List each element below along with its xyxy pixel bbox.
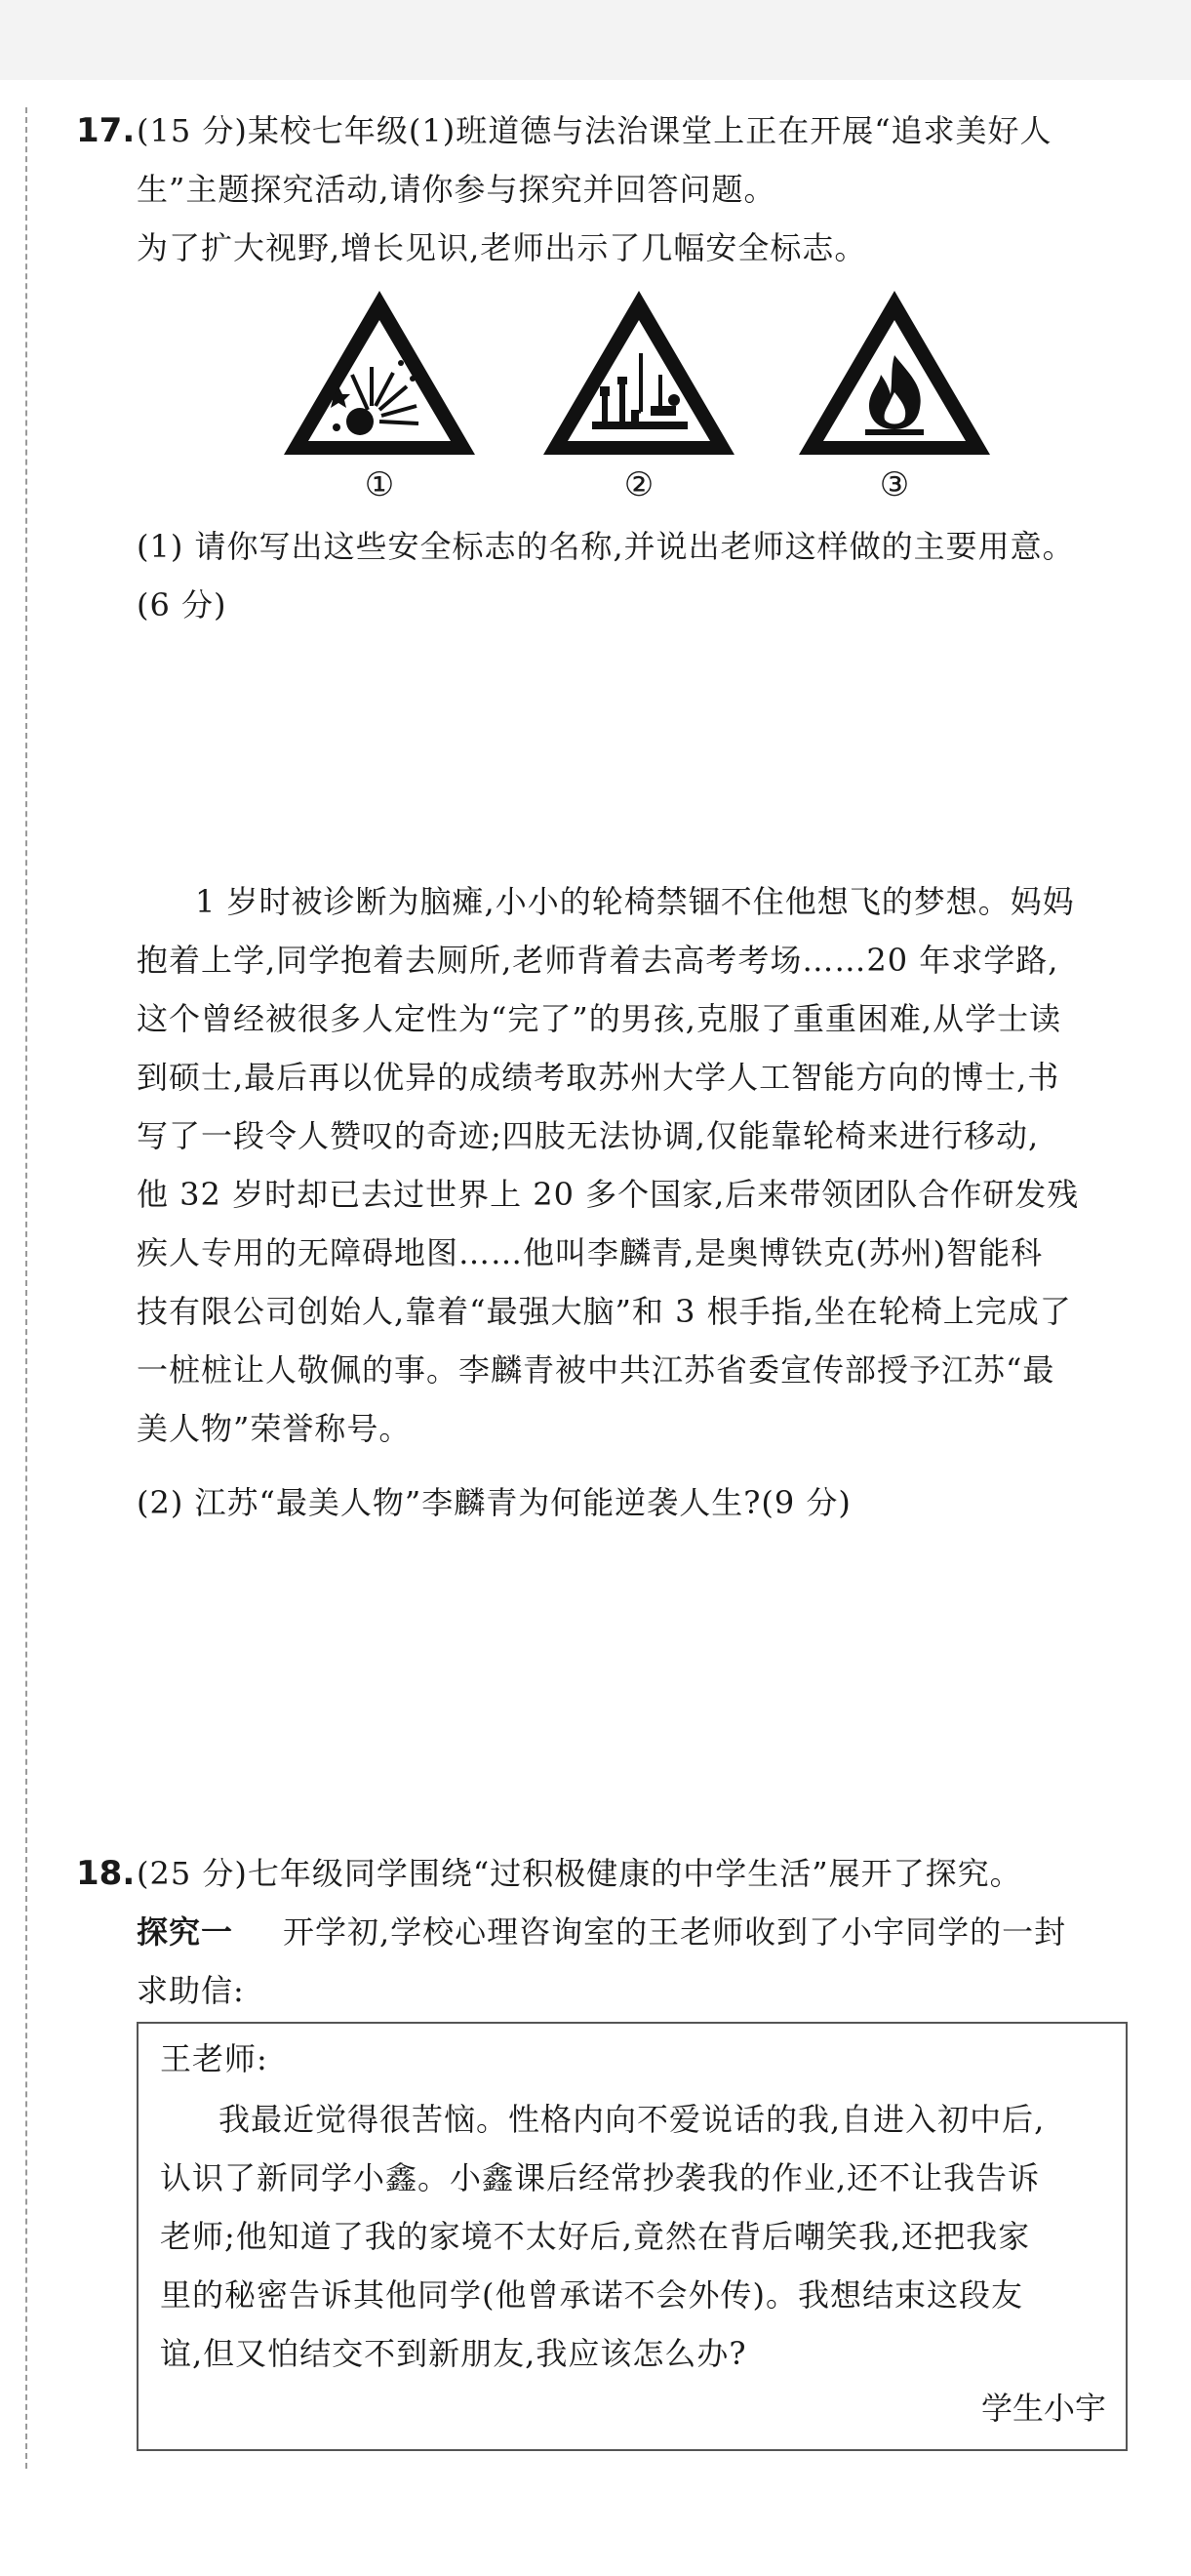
explosive-hazard-icon xyxy=(278,285,481,461)
sign-3-label: ③ xyxy=(879,465,910,504)
page-top-strip xyxy=(0,0,1191,80)
q17-sub1-line-1: (1) 请你写出这些安全标志的名称,并说出老师这样做的主要用意。 xyxy=(137,528,1075,565)
letter-greeting: 王老师: xyxy=(160,2040,268,2077)
safety-sign-1 xyxy=(278,285,481,504)
letter-signature: 学生小宇 xyxy=(980,2390,1106,2427)
q17-passage-line-7: 疾人专用的无障碍地图……他叫李麟青,是奥博铁克(苏州)智能科 xyxy=(137,1234,1044,1271)
letter-line-5: 谊,但又怕结交不到新朋友,我应该怎么办? xyxy=(160,2335,747,2372)
q17-passage-line-5: 写了一段令人赞叹的奇迹;四肢无法协调,仅能靠轮椅来进行移动, xyxy=(137,1117,1040,1154)
sign-2-label: ② xyxy=(623,465,655,504)
letter-line-2: 认识了新同学小鑫。小鑫课后经常抄袭我的作业,还不让我告诉 xyxy=(160,2159,1041,2196)
q17-passage-line-2: 抱着上学,同学抱着去厕所,老师背着去高考考场……20 年求学路, xyxy=(137,942,1059,979)
q17-sub2: (2) 江苏“最美人物”李麟青为何能逆袭人生?(9 分) xyxy=(137,1484,852,1521)
q18-intro: (25 分)七年级同学围绕“过积极健康的中学生活”展开了探究。 xyxy=(137,1855,1022,1892)
explore-one-label: 探究一 xyxy=(137,1913,234,1951)
q17-passage-line-6: 他 32 岁时却已去过世界上 20 多个国家,后来带领团队合作研发残 xyxy=(137,1176,1080,1213)
mechanical-injury-icon xyxy=(537,285,740,461)
safety-sign-3 xyxy=(793,285,996,504)
q17-sub1-line-2: (6 分) xyxy=(137,586,227,624)
q17-passage-line-10: 美人物”荣誉称号。 xyxy=(137,1410,412,1447)
letter-line-3: 老师;他知道了我的家境不太好后,竟然在背后嘲笑我,还把我家 xyxy=(160,2218,1031,2255)
question-18-number: 18. xyxy=(76,1854,136,1893)
q17-passage-line-9: 一桩桩让人敬佩的事。李麟青被中共江苏省委宣传部授予江苏“最 xyxy=(137,1351,1055,1389)
letter-line-4: 里的秘密告诉其他同学(他曾承诺不会外传)。我想结束这段友 xyxy=(160,2276,1023,2314)
q17-passage-line-1: 1 岁时被诊断为脑瘫,小小的轮椅禁锢不住他想飞的梦想。妈妈 xyxy=(195,883,1075,920)
q17-passage-line-8: 技有限公司创始人,靠着“最强大脑”和 3 根手指,坐在轮椅上完成了 xyxy=(137,1293,1072,1330)
q17-intro-line-2: 生”主题探究活动,请你参与探究并回答问题。 xyxy=(137,171,776,208)
question-17-number: 17. xyxy=(76,111,136,150)
safety-sign-2 xyxy=(537,285,740,504)
q17-intro-line-3: 为了扩大视野,增长见识,老师出示了几幅安全标志。 xyxy=(137,229,867,266)
q18-explore-line-1: 开学初,学校心理咨询室的王老师收到了小宇同学的一封 xyxy=(283,1913,1067,1951)
q18-explore-line-2: 求助信: xyxy=(137,1972,245,2009)
sign-1-label: ① xyxy=(364,465,395,504)
flammable-hazard-icon xyxy=(793,285,996,461)
letter-line-1: 我最近觉得很苦恼。性格内向不爱说话的我,自进入初中后, xyxy=(218,2101,1046,2138)
q17-passage-line-3: 这个曾经被很多人定性为“完了”的男孩,克服了重重困难,从学士读 xyxy=(137,1000,1062,1037)
help-letter-box xyxy=(137,2022,1128,2451)
q17-intro-line-1: (15 分)某校七年级(1)班道德与法治课堂上正在开展“追求美好人 xyxy=(137,112,1052,149)
safety-signs-row xyxy=(0,285,1191,509)
q17-passage-line-4: 到硕士,最后再以优异的成绩考取苏州大学人工智能方向的博士,书 xyxy=(137,1059,1060,1096)
